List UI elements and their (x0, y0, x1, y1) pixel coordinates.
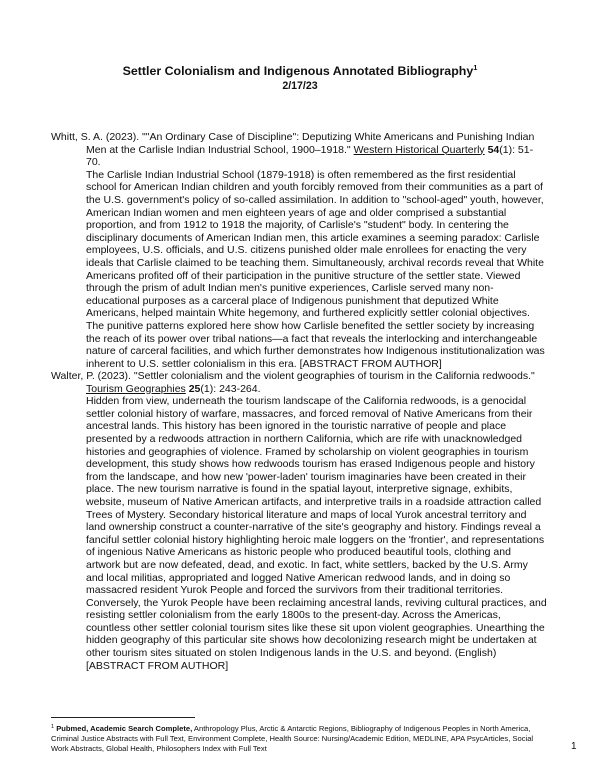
footnote-ref[interactable]: 1 (473, 63, 478, 72)
abstract: Hidden from view, underneath the tourism landscape of the California redwoods, is a genocidal settler colonial history of warfare, massacres, and forced removal of Native Americans from their ancestral lands. This history has been ignored in the touristic narrative of people and place presented by a redwoods attraction in northern California, which are rife with unacknowledged histories and geographies of violence. Framed by scholarship on violent geographies in tourism development, this study shows how redwoods tourism has erased Indigenous people and history from the landscape, and how new 'power-laden' tourism imaginaries have been created in their place. The new tourism narrative is found in the spatial layout, interpretive signage, exhibits, website, museum of Native American artifacts, and interpretive trails in a roadside attraction called Trees of Mystery. Secondary historical literature and maps of local Yurok ancestral territory and land ownership construct a counter-narrative of the site's geography and history. Findings reveal a fanciful settler colonial history highlighting heroic male loggers on the 'frontier', and representations of ingenious Native Americans as historic people who produced beautiful tools, clothing and artwork but are now defeated, dead, and exotic. In fact, white settlers, backed by the U.S. Army and local militias, appropriated and logged Native American redwood lands, and in doing so massacred resident Yurok People and forced the survivors from their traditional territories. Conversely, the Yurok People have been reclaiming ancestral lands, reviving cultural practices, and resisting settler colonialism from the early 1800s to the present-day. Across the Americas, countless other settler colonial tourism sites like these sit upon violent geographies. Unearthing the hidden geography of this particular site shows how decolonizing research might be undertaken at other tourism sites situated on stolen Indigenous lands in the U.S. and beyond. (English) [ABSTRACT FROM AUTHOR] (86, 395, 547, 672)
footnote-divider (51, 717, 195, 718)
page-date: 2/17/23 (282, 80, 318, 92)
journal-volume: 25 (188, 382, 201, 395)
citation (51, 131, 547, 169)
abstract: The Carlisle Indian Industrial School (1879-1918) is often remembered as the first residential school for American Indian children and youth forcibly removed from their communities as a part of the U.S. government's policy of so-called assimilation. In addition to "school-aged" youth, however, American Indian women and men eighteen years of age and older comprised a substantial proportion, and from 1912 to 1918 the majority, of Carlisle's "student" body. In centering the disciplinary documents of American Indian men, this article examines a seeming paradox: Carlisle employees, U.S. officials, and U.S. citizens punished older male enrollees for enacting the very ideals that Carlisle claimed to be teaching them. Simultaneously, archival records reveal that White Americans profited off of their participation in the punitive structure of the settler state. Viewed through the prism of adult Indian men's punitive experiences, Carlisle served many non-educational purposes as a carceral place of Indigenous punishment that deputized White Americans, helped maintain White hegemony, and furthered explicitly settler colonial objectives. The punitive patterns explored here show how Carlisle benefited the settler society by increasing the reach of its power over tribal nations—a fact that reveals the interlocking and interchangeable nature of carceral facilities, and which further demonstrates how Indigenous institutionalization was inherent to U.S. settler colonialism in this era. [ABSTRACT FROM AUTHOR] (86, 168, 545, 370)
journal-title: Tourism Geographies (86, 382, 186, 395)
footnote-databases: Anthropology Plus, Arctic & Antarctic Regions, Bibliography of Indigenous Peoples in North America, Criminal Justice Abstracts with Full Text, Environment Complete, Health Source: Nursing/Academic Edition, MEDLINE, APA PsycArticles, Social Work Abstracts, Global Health, Philosophers Index with Full Text (51, 724, 534, 753)
citation-text: Whitt, S. A. (2023). ""An Ordinary Case of Discipline": Deputizing White Americans and Punishing Indian Men at the Carlisle Indian Industrial School, 1900–1918." (51, 131, 535, 156)
citation (51, 370, 547, 395)
title-text: Settler Colonialism and Indigenous Annotated Bibliography (122, 64, 474, 78)
bibliography-entry (51, 131, 547, 370)
journal-volume: 54 (487, 143, 500, 156)
bibliography-entry (51, 370, 547, 672)
footnote-databases-primary: Pubmed, Academic Search Complete, (56, 724, 193, 733)
footnote (51, 724, 551, 754)
issue-pages: (1): 51-70. (86, 143, 534, 169)
citation-text: Walter, P. (2023). "Settler colonialism and the violent geographies of tourism in the California redwoods." (51, 370, 535, 382)
issue-pages: (1): 243-264. (200, 382, 261, 395)
page-title (0, 64, 600, 79)
footnote-number: 1 (51, 724, 55, 730)
page-number: 1 (571, 741, 577, 752)
journal-title: Western Historical Quarterly (353, 143, 485, 156)
